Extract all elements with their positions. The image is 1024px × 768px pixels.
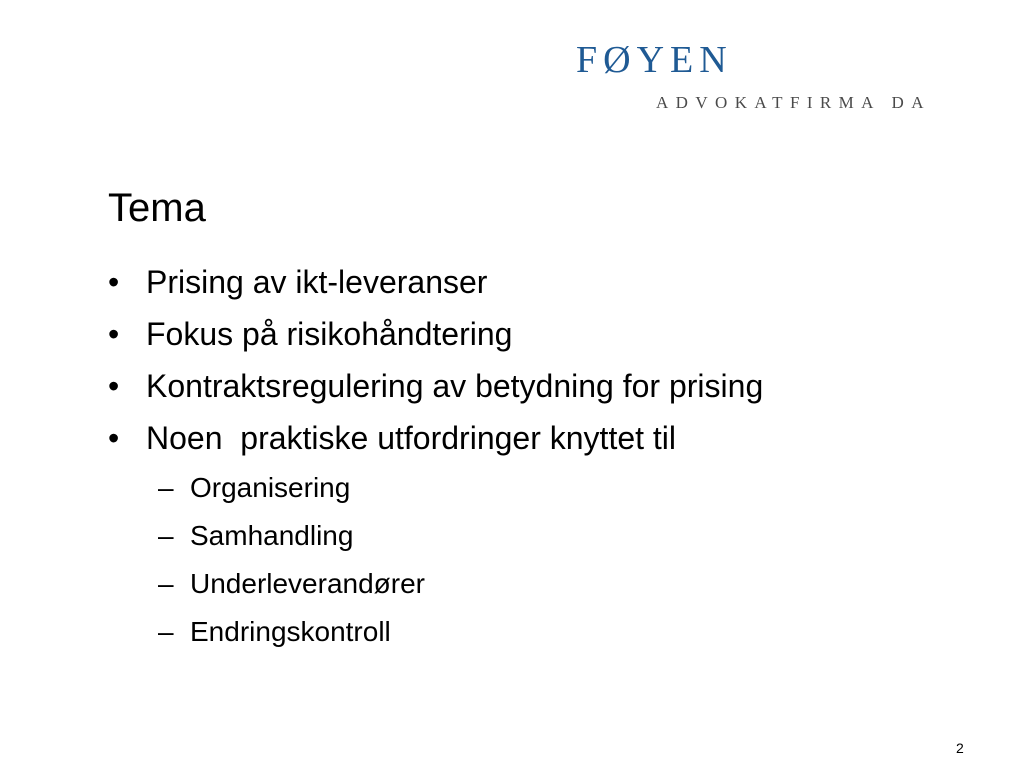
bullet-marker: • xyxy=(108,316,120,352)
subbullet-text: Organisering xyxy=(190,472,351,503)
subbullet-marker: – xyxy=(158,568,174,599)
subbullet-text: Underleverandører xyxy=(190,568,425,599)
subbullet-item xyxy=(158,560,763,608)
subbullet-item xyxy=(158,608,763,656)
bullet-text: Fokus på risikohåndtering xyxy=(146,316,513,352)
logo-name: FØYEN xyxy=(576,39,733,81)
bullet-marker: • xyxy=(108,264,120,300)
subbullet-item xyxy=(158,512,763,560)
bullet-list xyxy=(108,256,763,656)
foyen-logo xyxy=(560,38,1000,118)
bullet-marker: • xyxy=(108,420,120,456)
subbullet-item xyxy=(158,464,763,512)
bullet-marker: • xyxy=(108,368,120,404)
page-number: 2 xyxy=(956,740,964,756)
subbullet-marker: – xyxy=(158,616,174,647)
bullet-text: Kontraktsregulering av betydning for prising xyxy=(146,368,764,404)
subbullet-group xyxy=(108,464,763,656)
subbullet-text: Endringskontroll xyxy=(190,616,391,647)
bullet-text: Prising av ikt-leveranser xyxy=(146,264,488,300)
subbullet-text: Samhandling xyxy=(190,520,354,551)
bullet-item xyxy=(108,256,763,308)
subbullet-marker: – xyxy=(158,472,174,503)
subbullet-marker: – xyxy=(158,520,174,551)
slide-title: Tema xyxy=(108,186,206,230)
bullet-item xyxy=(108,412,763,464)
logo-subtitle: ADVOKATFIRMA DA xyxy=(656,93,931,112)
bullet-text: Noen praktiske utfordringer knyttet til xyxy=(146,420,677,456)
bullet-item xyxy=(108,360,763,412)
subbullet-list xyxy=(108,464,763,656)
bullet-item xyxy=(108,308,763,360)
